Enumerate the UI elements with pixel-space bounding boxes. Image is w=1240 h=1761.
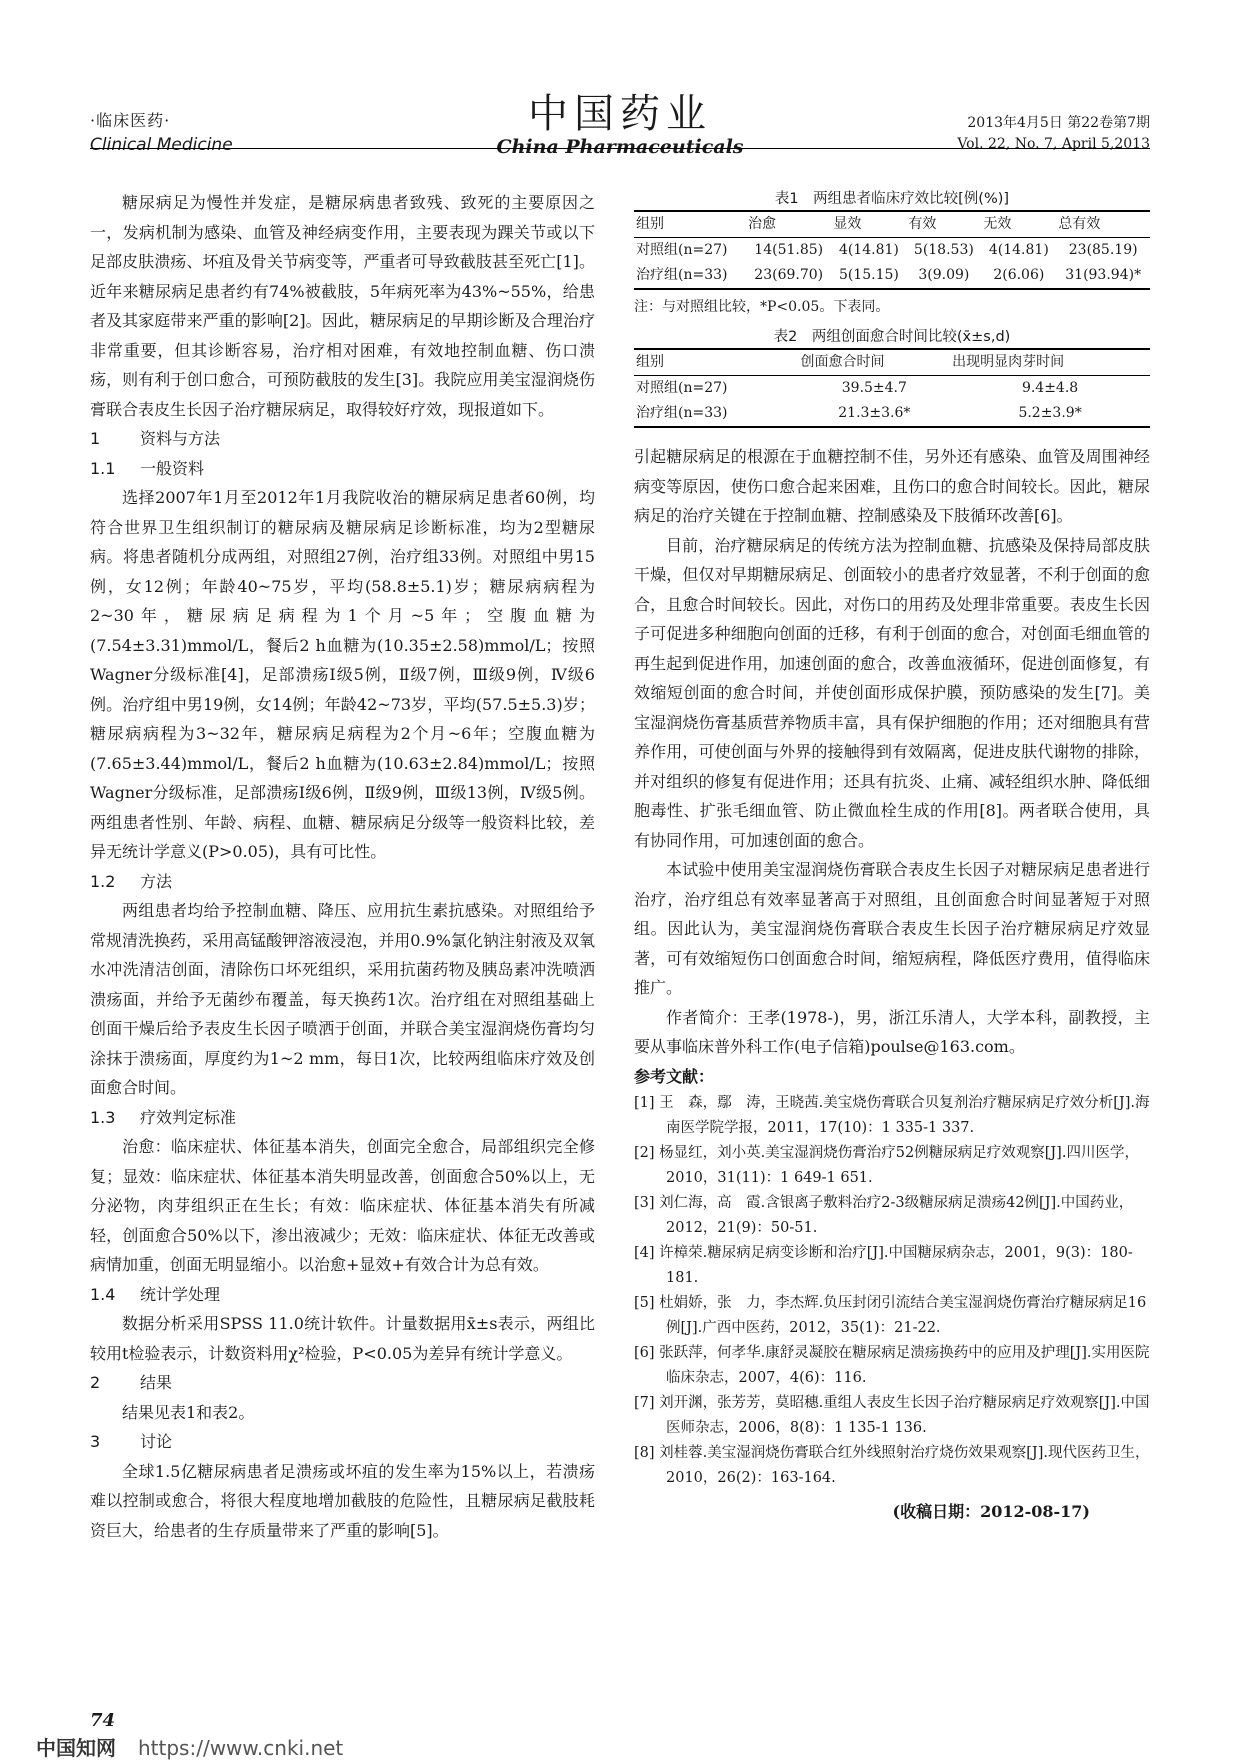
heading-title: 资料与方法 (140, 429, 221, 448)
page-number: 74 (90, 1710, 116, 1731)
table1-note: 注：与对照组比较，*P<0.05。下表同。 (634, 299, 890, 315)
section-heading-1 (90, 424, 595, 454)
table1 (634, 210, 1150, 290)
table2-header: 出现明显肉芽时间 (950, 349, 1150, 376)
table-row (634, 401, 1150, 427)
table-cell: 9.4±4.8 (1021, 380, 1079, 396)
reference-item: [6] 张跃萍，何孝华.康舒灵凝胶在糖尿病足溃疡换药中的应用及护理[J].实用医院临床杂志，2007，4(6)：116. (634, 1345, 1150, 1386)
footer-watermark (36, 1732, 343, 1761)
heading-title: 结果 (140, 1373, 173, 1392)
heading-number: 1.4 (90, 1284, 116, 1304)
reference-item: [5] 杜娟娇，张 力，李杰辉.负压封闭引流结合美宝湿润烧伤膏治疗糖尿病足16例[J].广西中医药，2012，35(1)：21-22. (634, 1295, 1147, 1336)
table-cell: 5(18.53) (913, 242, 974, 258)
paragraph-statistics: 数据分析采用SPSS 11.0统计软件。计量数据用x̄±s表示，两组比较用t检验表示，计数资料用χ²检验，P<0.05为差异有统计学意义。 (90, 1314, 595, 1363)
table1-header: 治愈 (746, 211, 831, 238)
discussion-paragraph-2: 目前，治疗糖尿病足的传统方法为控制血糖、抗感染及保持局部皮肤干燥，但仅对早期糖尿病足、创面较小的患者疗效显著，不利于创面的愈合，且愈合时间较长。因此，对伤口的用药及处理非常重要。表皮生长因子可促进多种细胞向创面的迁移，有利于创面的愈合，对创面毛细血管的再生起到促进作用，加速创面的愈合，改善血液循环，促进创面修复，有效缩短创面的愈合时间，并使创面形成保护膜，预防感染的发生[7]。美宝湿润烧伤膏基质营养物质丰富，具有保护细胞的作用；还对细胞具有营养作用，可使创面与外界的接触得到有效隔离，促进皮肤代谢物的排除，并对组织的修复有促进作用；还具有抗炎、止痛、减轻组织水肿、降低细胞毒性、扩张毛细血管、防止微血栓生成的作用[8]。两者联合使用，具有协同作用，可加速创面的愈合。 (634, 535, 1150, 850)
cnki-url[interactable]: https://www.cnki.net (138, 1736, 344, 1760)
table-cell: 2(6.06) (981, 263, 1056, 289)
reference-item: [8] 刘桂蓉.美宝湿润烧伤膏联合红外线照射治疗烧伤效果观察[J].现代医药卫生，2010，26(2)：163-164. (634, 1445, 1150, 1486)
received-date: (收稿日期：2012-08-17) (892, 1502, 1090, 1521)
table2-title: 表2 两组创面愈合时间比较(x̄±s,d) (773, 329, 1011, 345)
heading-number: 1.1 (90, 458, 116, 478)
table2-header-row (634, 349, 1150, 376)
issue-info (957, 112, 1150, 156)
issue-date-cn: 2013年4月5日 第22卷第7期 (967, 115, 1150, 131)
table-cell: 39.5±4.7 (841, 380, 907, 396)
section-label: ·临床医药· (90, 111, 171, 130)
table1-header: 无效 (981, 211, 1056, 238)
paragraph-discussion: 全球1.5亿糖尿病患者足溃疡或坏疽的发生率为15%以上，若溃疡难以控制或愈合，将很大程度地增加截肢的危险性，且糖尿病足截肢耗资巨大，给患者的生存质量带来了严重的影响[5]。 (90, 1461, 595, 1540)
issue-date-en: Vol. 22, No. 7, April 5,2013 (957, 136, 1150, 152)
discussion-paragraph-1: 引起糖尿病足的根源在于血糖控制不佳，另外还有感染、血管及周围神经病变等原因，使伤口愈合起来困难，且伤口的愈合时间较长。因此，糖尿病足的治疗关键在于控制血糖、控制感染及下肢循环改善[6]。 (634, 447, 1150, 525)
section-heading-3 (90, 1427, 595, 1457)
table-cell: 4(14.81) (838, 242, 899, 258)
paragraph-methods: 两组患者均给予控制血糖、降压、应用抗生素抗感染。对照组给予常规清洗换药，采用高锰酸钾溶液浸泡，并用0.9%氯化钠注射液及双氧水冲洗清洁创面，清除伤口坏死组织，采用抗菌药物及胰岛素冲洗喷洒溃疡面，并给予无菌纱布覆盖，每天换药1次。治疗组在对照组基础上创面干燥后给予表皮生长因子喷洒于创面，并联合美宝湿润烧伤膏均匀涂抹于溃疡面，厚度约为1~2 mm，每日1次，比较两组临床疗效及创面愈合时间。 (90, 901, 595, 1097)
left-column (90, 188, 595, 1545)
reference-item: [7] 刘开渊，张芳芳，莫昭穗.重组人表皮生长因子治疗糖尿病足疗效观察[J].中国医师杂志，2006，8(8)：1 135-1 136. (634, 1395, 1150, 1436)
table2-header: 组别 (634, 349, 799, 376)
table-row (634, 238, 1150, 264)
section-heading-1-4 (90, 1280, 595, 1310)
heading-number: 2 (90, 1373, 101, 1392)
table-cell: 3(9.09) (906, 263, 981, 289)
table-cell: 治疗组(n=33) (634, 401, 799, 427)
paragraph-general-info: 选择2007年1月至2012年1月我院收治的糖尿病足患者60例，均符合世界卫生组织制订的糖尿病及糖尿病足诊断标准，均为2型糖尿病。将患者随机分成两组，对照组27例，治疗组33例。对照组中男15例，女12例；年龄40~75岁，平均(58.8±5.1)岁；糖尿病病程为2~30年，糖尿病足病程为1个月~5年；空腹血糖为(7.54±3.31)mmol/L，餐后2 h血糖为(10.35±2.58)mmol/L；按照Wagner分级标准[4]，足部溃疡Ⅰ级5例，Ⅱ级7例，Ⅲ级9例，Ⅳ级6例。治疗组中男19例，女14例；年龄42~73岁，平均(57.5±5.3)岁；糖尿病病程为3~32年，糖尿病足病程为2个月~6年；空腹血糖为(7.65±3.44)mmol/L，餐后2 h血糖为(10.63±2.84)mmol/L；按照Wagner分级标准，足部溃疡Ⅰ级6例，Ⅱ级9例，Ⅲ级13例，Ⅳ级5例。两组患者性别、年龄、病程、血糖、糖尿病足分级等一般资料比较，差异无统计学意义(P>0.05)，具有可比性。 (90, 488, 595, 861)
section-heading-1-2 (90, 867, 595, 897)
heading-number: 3 (90, 1432, 101, 1451)
table1-header: 总有效 (1056, 211, 1150, 238)
table-cell: 23(69.70) (746, 263, 831, 289)
author-bio: 作者简介：王孝(1978-)，男，浙江乐清人，大学本科，副教授，主要从事临床普外科工作(电子信箱)poulse@163.com。 (634, 1007, 1150, 1056)
section-heading-1-1 (90, 454, 595, 484)
intro-paragraph: 糖尿病足为慢性并发症，是糖尿病患者致残、致死的主要原因之一，发病机制为感染、血管及神经病变作用，主要表现为踝关节或以下足部皮肤溃疡、坏疽及骨关节病变等，严重者可导致截肢甚至死亡[1]。近年来糖尿病足患者约有74%被截肢，5年病死率为43%~55%，给患者及其家庭带来严重的影响[2]。因此，糖尿病足的早期诊断及合理治疗非常重要，但其诊断容易，治疗相对困难，有效地控制血糖、伤口溃疡，则有利于创口愈合，可预防截肢的发生[3]。我院应用美宝湿润烧伤膏联合表皮生长因子治疗糖尿病足，取得较好疗效，现报道如下。 (90, 193, 595, 419)
table-row (634, 376, 1150, 402)
reference-item: [1] 王 森，鄢 涛，王晓茜.美宝烧伤膏联合贝复剂治疗糖尿病足疗效分析[J].海南医学院学报，2011，17(10)：1 335-1 337. (634, 1095, 1150, 1136)
table1-header: 组别 (634, 211, 746, 238)
reference-list (634, 1091, 1150, 1491)
heading-number: 1 (90, 429, 101, 448)
header-rule (90, 148, 1150, 149)
journal-name-en: China Pharmaceuticals (496, 136, 744, 158)
heading-title: 统计学处理 (140, 1284, 221, 1304)
heading-title: 一般资料 (140, 458, 205, 478)
section-heading-1-3 (90, 1103, 595, 1133)
heading-title: 讨论 (140, 1432, 173, 1451)
paragraph-results: 结果见表1和表2。 (122, 1402, 255, 1422)
table-cell: 对照组(n=27) (636, 380, 728, 396)
table-cell: 5(15.15) (831, 263, 906, 289)
table-cell: 23(85.19) (1068, 242, 1138, 258)
paragraph-criteria: 治愈：临床症状、体征基本消失，创面完全愈合，局部组织完全修复；显效：临床症状、体征基本消失明显改善，创面愈合50%以上，无分泌物，肉芽组织正在生长；有效：临床症状、体征基本消失有所减轻，创面愈合50%以下，渗出液减少；无效：临床症状、体征无改善或病情加重，创面无明显缩小。以治愈+显效+有效合计为总有效。 (90, 1137, 595, 1274)
heading-title: 疗效判定标准 (140, 1107, 237, 1127)
reference-item: [4] 许樟荣.糖尿病足病变诊断和治疗[J].中国糖尿病杂志，2001，9(3)：180-181. (634, 1245, 1133, 1286)
heading-title: 方法 (140, 871, 173, 891)
table1-header: 有效 (906, 211, 981, 238)
cnki-brand: 中国知网 (36, 1736, 116, 1760)
heading-number: 1.3 (90, 1107, 116, 1127)
journal-logo: 中国药业 (528, 91, 712, 137)
reference-item: [2] 杨显红，刘小英.美宝湿润烧伤膏治疗52例糖尿病足疗效观察[J].四川医学，2010，31(11)：1 649-1 651. (634, 1145, 1139, 1186)
table-cell: 14(51.85) (754, 242, 824, 258)
table2 (634, 348, 1150, 428)
table-cell: 21.3±3.6* (799, 401, 951, 427)
section-heading-2 (90, 1368, 595, 1398)
table1-header: 显效 (831, 211, 906, 238)
reference-item: [3] 刘仁海，高 霞.含银离子敷料治疗2-3级糖尿病足溃疡42例[J].中国药业，2012，21(9)：50-51. (634, 1195, 1134, 1236)
table-cell: 4(14.81) (988, 242, 1049, 258)
table-row (634, 263, 1150, 289)
references-heading: 参考文献： (634, 1066, 715, 1086)
table1-title: 表1 两组患者临床疗效比较[例(%)] (774, 191, 1010, 207)
table-cell: 31(93.94)* (1056, 263, 1150, 289)
discussion-paragraph-3: 本试验中使用美宝湿润烧伤膏联合表皮生长因子对糖尿病足患者进行治疗，治疗组总有效率显著高于对照组，且创面愈合时间显著短于对照组。因此认为，美宝湿润烧伤膏联合表皮生长因子治疗糖尿病足疗效显著，可有效缩短伤口创面愈合时间，缩短病程，降低医疗费用，值得临床推广。 (634, 860, 1150, 997)
table-cell: 5.2±3.9* (950, 401, 1150, 427)
right-column (634, 188, 1150, 1527)
section-label-en: Clinical Medicine (90, 135, 233, 155)
table-cell: 治疗组(n=33) (634, 263, 746, 289)
table2-header: 创面愈合时间 (799, 349, 951, 376)
table1-header-row (634, 211, 1150, 238)
table-cell: 对照组(n=27) (636, 242, 728, 258)
heading-number: 1.2 (90, 871, 116, 891)
